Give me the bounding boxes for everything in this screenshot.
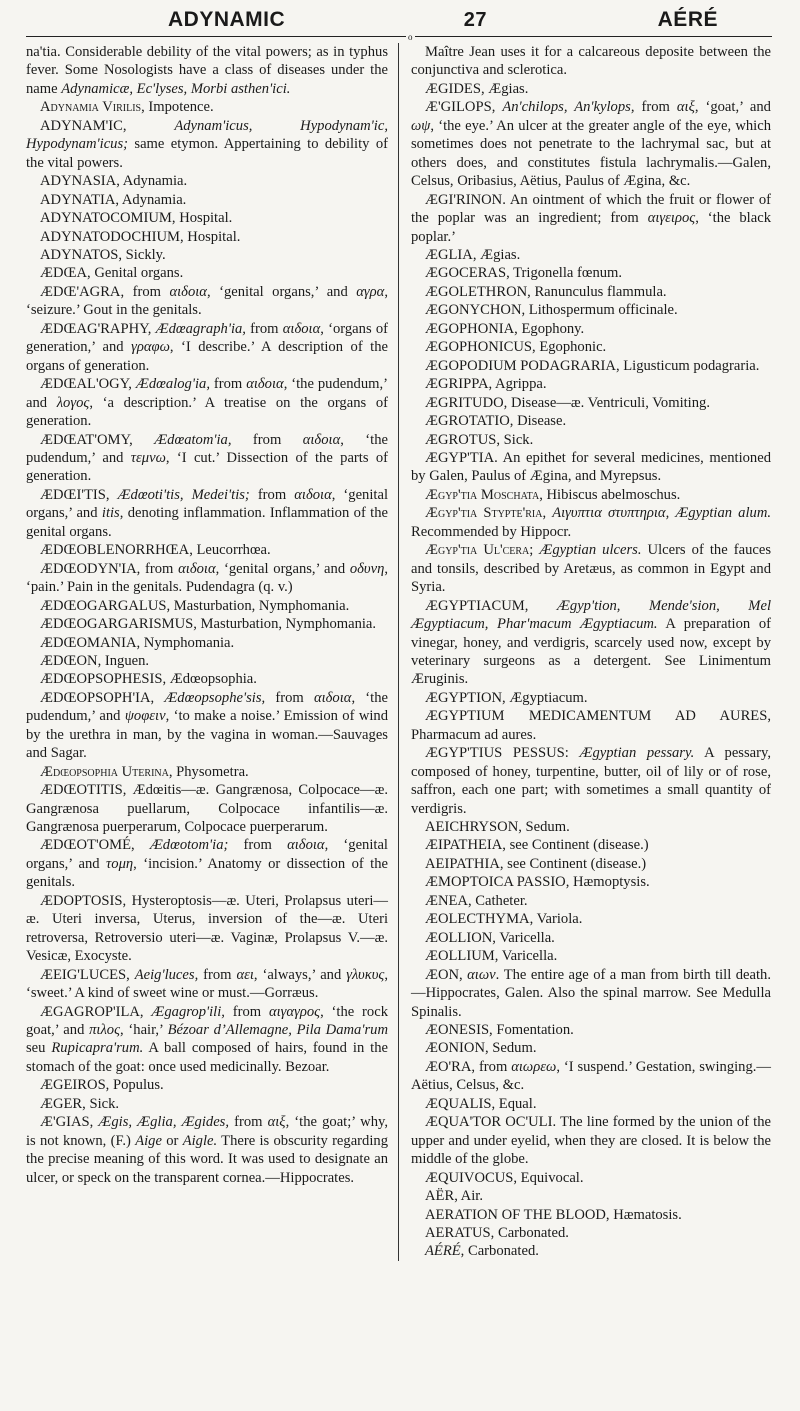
page-number: 27: [463, 9, 488, 31]
entry-text: αγρα: [356, 283, 385, 300]
dictionary-entry: [411, 744, 771, 818]
entry-text: from: [634, 99, 677, 116]
dictionary-entry: [411, 320, 771, 338]
dictionary-entry: [411, 283, 771, 301]
running-head-left: ADYNAMIC: [168, 8, 286, 31]
entry-text: , ‘I cut.’ Dissection of the parts of generation.: [26, 449, 389, 485]
dictionary-entry: [411, 855, 771, 873]
entry-text: γραφω: [131, 339, 170, 356]
dictionary-entry: [411, 394, 771, 412]
dictionary-entry: [26, 431, 388, 486]
entry-text: , Hibiscus abelmoschus.: [539, 486, 681, 503]
entry-text: αιων: [467, 966, 496, 983]
dictionary-entry: [411, 1113, 771, 1168]
right-column: [398, 43, 771, 1261]
entry-text: Æ'GILOPS,: [425, 99, 503, 116]
entry-text: Ædœopsophe'sis,: [164, 689, 266, 706]
entry-text: αιδοια: [287, 837, 325, 854]
dictionary-entry: [411, 947, 771, 965]
entry-text: ÆEIG'LUCES,: [40, 966, 135, 983]
dictionary-entry: [26, 117, 388, 172]
entry-text: , ‘I describe.’ A description of the organs of generation.: [26, 339, 388, 374]
dictionary-entry: [26, 209, 388, 227]
entry-text: ÆIPATHEIA, see Continent (disease.): [425, 837, 649, 854]
entry-text: ÆDŒOTITIS, Ædœitis—æ. Gangrænosa, Colpocace—æ. Gangrænosa puellarum, Colpocace infantilis—æ. Gangrænosa puerperarum, Colpocace puerperarum.: [26, 782, 388, 836]
dictionary-entry: [411, 1242, 771, 1260]
entry-text: Ulcers of the fauces and tonsils, described by Aretæus, as common in Egypt and Syria.: [411, 542, 772, 596]
rule-ornament: o: [408, 32, 413, 42]
entry-text: ÆGOPODIUM PODAGRARIA, Ligusticum podagraria.: [425, 357, 760, 374]
dictionary-entry: [411, 412, 771, 430]
dictionary-entry: [26, 228, 388, 246]
dictionary-entry: [411, 910, 771, 928]
entry-text: , ‘the pudendum,’ and: [26, 689, 388, 725]
dictionary-entry: [26, 172, 388, 190]
entry-text: ÆGOPHONIA, Egophony.: [425, 320, 585, 337]
entry-text: ÆGOLETHRON, Ranunculus flammula.: [425, 283, 667, 300]
entry-text: Maître Jean uses it for a calcareous deposite between the conjunctiva and sclerotica.: [411, 44, 771, 79]
entry-text: ADYNATIA, Adynamia.: [40, 191, 187, 208]
entry-text: from: [265, 689, 314, 706]
entry-text: , ‘to make a noise.’ Emission of wind by the urethra in man, by the vagina in woman.—Sauvages and Sagar.: [26, 708, 389, 762]
dictionary-entry: [411, 80, 771, 98]
entry-text: ÆDŒI'TIS,: [40, 486, 118, 503]
dictionary-entry: [26, 541, 388, 559]
entry-text: αιδοια: [178, 560, 216, 577]
entry-text: ÆONION, Sedum.: [425, 1040, 537, 1057]
entry-text: , ‘a description.’ A treatise on the organs of generation.: [26, 394, 388, 430]
dictionary-entry: [26, 264, 388, 282]
dictionary-entry: [411, 707, 771, 744]
entry-text: Ædœatom'ia,: [154, 431, 232, 448]
entry-text: itis: [101, 505, 120, 522]
dictionary-entry: [411, 1021, 771, 1039]
entry-text: αιγειρος: [647, 210, 696, 227]
dictionary-entry: [411, 43, 771, 80]
entry-text: ÆDŒON, Inguen.: [40, 652, 150, 669]
entry-text: Ædœotom'ia;: [149, 837, 229, 854]
dictionary-entry: [411, 1039, 771, 1057]
dictionary-entry: [26, 652, 388, 670]
entry-text: αει: [236, 966, 254, 983]
entry-text: αιγαγρος: [268, 1003, 321, 1020]
entry-text: Ægyp'tion, Mende'sion, Mel Ægyptiacum, Phar'macum Ægyptiacum.: [411, 597, 772, 633]
entry-text: Ædœagraph'ia,: [155, 320, 246, 337]
running-head-right: AÉRÉ: [657, 8, 718, 31]
entry-text: Ædœalog'ia,: [135, 376, 210, 393]
dictionary-entry: [411, 338, 771, 356]
entry-text: Ægagrop'ili,: [151, 1003, 225, 1020]
dictionary-entry: [26, 1113, 388, 1187]
dictionary-entry: [411, 1187, 771, 1205]
entry-text: A ball composed of hairs, found in the stomach of the goat: once used medicinally. Bezoar.: [26, 1040, 388, 1075]
dictionary-entry: [26, 670, 388, 688]
entry-text: αιδοια: [313, 689, 352, 706]
entry-text: πιλος: [89, 1022, 121, 1039]
entry-text: ADYNAM'IC,: [40, 117, 175, 134]
entry-text: Aeig'luces,: [134, 966, 199, 983]
dictionary-entry: [26, 597, 388, 615]
entry-text: αιδοια: [169, 283, 207, 300]
entry-text: Ægyptian pessary.: [579, 745, 695, 762]
entry-text: ADYNATOS, Sickly.: [40, 246, 166, 263]
entry-text: οδυνη: [349, 560, 385, 577]
entry-text: , ‘the pudendum,’ and: [26, 431, 388, 466]
entry-text: ÆDŒOPSOPHESIS, Ædœopsophia.: [40, 671, 257, 688]
entry-text: ÆGLIA, Ægias.: [425, 246, 521, 263]
entry-text: , ‘incision.’ Anatomy or dissection of the genitals.: [26, 855, 388, 891]
entry-text: Bézoar d’Allemagne, Pila Dama'rum: [167, 1022, 388, 1039]
entry-text: ÆQUA'TOR OC'ULI. The line formed by the union of the upper and under eyelid, when they are closed. It is below the middle of the globe.: [411, 1114, 771, 1168]
dictionary-entry: [411, 1058, 771, 1095]
dictionary-entry: [26, 43, 388, 98]
entry-text: ADYNATODOCHIUM, Hospital.: [40, 228, 241, 245]
entry-text: . The entire age of a man from birth till death.—Hippocrates, Galen. Also the spinal marrow. See Medulla Spinalis.: [411, 966, 771, 1020]
entry-text: ÆMOPTOICA PASSIO, Hæmoptysis.: [425, 874, 650, 891]
dictionary-entry: [26, 191, 388, 209]
entry-text: ÆGIDES, Ægias.: [425, 80, 529, 97]
dictionary-entry: [411, 486, 771, 504]
entry-text: ,: [542, 505, 553, 522]
entry-text: ÆDŒOMANIA, Nymphomania.: [40, 634, 235, 651]
entry-text: from: [224, 1003, 269, 1020]
entry-text: , ‘the goat;’ why, is not known, (F.): [26, 1114, 388, 1149]
entry-text: from: [229, 1114, 268, 1131]
entry-text: ÆNEA, Catheter.: [425, 892, 528, 909]
dictionary-entry: [411, 541, 771, 596]
dictionary-entry: [411, 689, 771, 707]
entry-text: ÆQUALIS, Equal.: [425, 1095, 537, 1112]
entry-text: Ægyp'tia Moschata: [425, 486, 540, 503]
entry-text: ÆDŒODYN'IA, from: [40, 560, 179, 577]
entry-text: Adynam'icus, Hypodynam'ic, Hypodynam'icus;: [26, 117, 388, 153]
entry-text: A pessary, composed of honey, turpentine, butter, oil of lily or of rose, saffron, each one part; with sometimes a small quantity of verdigris.: [411, 745, 771, 817]
entry-text: ÆGRITUDO, Disease—æ. Ventriculi, Vomiting.: [425, 394, 710, 411]
entry-text: Adynamicæ, Ec'lyses, Morbi asthen'ici.: [61, 80, 291, 97]
entry-text: ÆGRIPPA, Agrippa.: [425, 376, 547, 393]
entry-text: Ægyp'tia Ul'cera: [425, 542, 530, 559]
entry-text: from: [198, 966, 237, 983]
entry-text: from: [231, 431, 303, 448]
entry-text: ÆGI'RINON. An ointment of which the fruit or flower of the poplar was an ingredient; from: [411, 191, 771, 227]
dictionary-entry: [411, 1224, 771, 1242]
dictionary-entry: [26, 283, 388, 320]
dictionary-entry: [26, 375, 388, 430]
entry-text: , ‘the eye.’ An ulcer at the greater angle of the eye, which sometimes does not penetrate to the lachrymal sac, but at others does, and constitutes fistula lachrymalis.—Galen, Celsus, Oribasius, Aëtius, Paulus of Ægina, &c.: [411, 117, 771, 190]
entry-text: Æ'GIAS,: [40, 1114, 99, 1131]
entry-text: ÆGER, Sick.: [40, 1095, 120, 1112]
dictionary-entry: [411, 1206, 771, 1224]
dictionary-entry: [411, 1169, 771, 1187]
header-rule: [26, 32, 772, 42]
entry-text: ADYNASIA, Adynamia.: [40, 173, 188, 190]
entry-text: There is obscurity regarding the precise meaning of this word. It was used to designate an ulcer, or speck on the transparent cornea.—Hippocrates.: [26, 1132, 388, 1186]
entry-text: λογος: [56, 394, 90, 411]
dictionary-entry: [411, 431, 771, 449]
running-head: [26, 8, 772, 32]
entry-text: AËR, Air.: [425, 1188, 483, 1205]
dictionary-entry: [26, 486, 388, 541]
entry-text: seu: [26, 1040, 52, 1057]
dictionary-entry: [26, 615, 388, 633]
dictionary-entry: [411, 504, 771, 541]
dictionary-entry: [26, 689, 388, 763]
dictionary-entry: [26, 634, 388, 652]
entry-text: ÆOLLIUM, Varicella.: [425, 948, 558, 965]
entry-text: from: [209, 376, 247, 393]
entry-text: Considerable debility of the vital powers; as in typhus fever. Some Nosologists have a class of diseases under the name: [26, 44, 388, 97]
dictionary-entry: [411, 818, 771, 836]
entry-text: ÆGONYCHON, Lithospermum officinale.: [425, 302, 678, 319]
entry-text: ÆO'RA, from: [425, 1058, 512, 1075]
entry-text: ÆOLECTHYMA, Variola.: [425, 911, 583, 928]
entry-text: Ædœopsophia Uterina: [40, 763, 169, 780]
entry-text: ÆGAGROP'ILA,: [40, 1003, 152, 1020]
entry-text: ÆDŒA, Genital organs.: [40, 265, 184, 282]
entry-text: ÆDŒ'AGRA, from: [40, 283, 170, 300]
entry-text: αιδοια: [246, 376, 284, 393]
entry-text: ÆDŒAG'RAPHY,: [40, 320, 156, 337]
entry-text: , ‘seizure.’ Gout in the genitals.: [26, 283, 388, 319]
entry-text: Ægis, Æglia, Ægides,: [98, 1114, 230, 1131]
entry-text: ÆGROTATIO, Disease.: [425, 413, 567, 430]
dictionary-entry: [26, 836, 388, 891]
entry-text: αιδοια: [282, 320, 321, 337]
dictionary-entry: [26, 1003, 388, 1077]
dictionary-entry: [411, 375, 771, 393]
dictionary-entry: [26, 781, 388, 836]
entry-text: Ægyptian ulcers.: [539, 542, 642, 559]
entry-text: same etymon. Appertaining to debility of the vital powers.: [26, 136, 388, 171]
entry-text: τεμνω: [130, 449, 166, 466]
entry-text: Ædœoti'tis, Medei'tis;: [117, 486, 250, 503]
dictionary-entry: [26, 1095, 388, 1113]
dictionary-entry: [26, 98, 388, 116]
entry-text: αιωρεω: [511, 1058, 557, 1075]
entry-text: , Physometra.: [168, 763, 249, 780]
entry-text: ÆGROTUS, Sick.: [425, 431, 534, 448]
entry-text: ÆONESIS, Fomentation.: [425, 1022, 574, 1039]
left-column: [26, 43, 398, 1261]
entry-text: A preparation of vinegar, honey, and verdigris, scarcely used now, except by veterinary surgeons as a detergent. See Linimentum Æruginis.: [411, 616, 771, 688]
entry-text: Recommended by Hippocr.: [411, 523, 572, 540]
entry-text: , ‘the black poplar.’: [411, 210, 771, 245]
entry-text: τομη: [106, 855, 134, 872]
entry-text: or: [161, 1132, 183, 1149]
entry-text: , Impotence.: [141, 99, 214, 116]
entry-text: Adynamia Virilis: [40, 99, 142, 116]
entry-text: AEICHRYSON, Sedum.: [425, 819, 570, 836]
dictionary-entry: [411, 873, 771, 891]
entry-text: Αιγυπτια στυπτηρια, Ægyptian alum.: [552, 505, 772, 522]
entry-text: , ‘the rock goat,’ and: [26, 1003, 388, 1039]
entry-text: Ægyp'tia Stypte'ria: [425, 505, 543, 522]
entry-text: Aige: [135, 1132, 162, 1149]
entry-text: ÆON,: [425, 966, 468, 983]
entry-text: ÆDŒOPSOPH'IA,: [40, 689, 165, 706]
entry-text: , ‘sweet.’ A kind of sweet wine or must.—Gorræus.: [26, 966, 389, 1002]
entry-text: from: [245, 320, 283, 337]
entry-text: , ‘pain.’ Pain in the genitals. Pudendagra (q. v.): [26, 560, 388, 596]
entry-text: AEIPATHIA, see Continent (disease.): [425, 855, 647, 872]
dictionary-entry: [411, 191, 771, 246]
dictionary-entry: [411, 264, 771, 282]
dictionary-entry: [411, 836, 771, 854]
entry-text: , Carbonated.: [460, 1243, 539, 1260]
entry-text: ÆOLLION, Varicella.: [425, 929, 555, 946]
dictionary-entry: [26, 246, 388, 264]
entry-text: αιξ: [676, 99, 695, 116]
entry-text: ÆDŒOGARGALUS, Masturbation, Nymphomania.: [40, 597, 350, 614]
dictionary-entry: [411, 966, 771, 1021]
entry-text: ÆGYPTIUM MEDICAMENTUM AD AURES, Pharmacum ad aures.: [411, 708, 771, 743]
dictionary-entry: [411, 929, 771, 947]
dictionary-entry: [411, 597, 771, 689]
entry-text: ;: [529, 542, 540, 559]
entry-text: ÆGYPTION, Ægyptiacum.: [425, 689, 588, 706]
dictionary-entry: [26, 560, 388, 597]
dictionary-entry: [26, 892, 388, 966]
entry-text: , ‘the pudendum,’ and: [26, 376, 388, 411]
entry-text: ÆDŒOBLENORRHŒA, Leucorrhœa.: [40, 542, 271, 559]
text-columns: [26, 43, 772, 1261]
entry-text: AÉRÉ: [425, 1243, 461, 1260]
entry-text: , ‘genital organs,’ and: [26, 486, 389, 522]
entry-text: from: [228, 837, 288, 854]
entry-text: , ‘genital organs,’ and: [26, 837, 388, 872]
entry-text: , ‘I suspend.’ Gestation, swinging.—Aëtius, Celsus, &c.: [411, 1058, 772, 1094]
entry-text: , ‘goat,’ and: [694, 99, 771, 116]
entry-text: ÆDŒAL'OGY,: [40, 376, 136, 393]
dictionary-entry: [411, 892, 771, 910]
entry-text: αιδοια: [294, 486, 332, 503]
dictionary-entry: [26, 1076, 388, 1094]
entry-text: Aigle.: [182, 1132, 218, 1149]
entry-text: na'tia.: [26, 44, 61, 60]
entry-text: ÆDŒOT'OMÉ,: [40, 837, 150, 854]
dictionary-entry: [411, 301, 771, 319]
entry-text: Rupicapra'rum.: [51, 1040, 144, 1057]
entry-text: from: [249, 486, 295, 503]
dictionary-entry: [411, 98, 771, 190]
entry-text: ÆGEIROS, Populus.: [40, 1077, 164, 1094]
entry-text: , ‘genital organs,’ and: [215, 560, 350, 577]
dictionary-entry: [411, 1095, 771, 1113]
entry-text: ÆGYP'TIUS PESSUS:: [425, 745, 580, 762]
entry-text: ÆQUIVOCUS, Equivocal.: [425, 1169, 584, 1186]
entry-text: αιξ: [267, 1114, 286, 1131]
entry-text: ψοφειν: [124, 708, 166, 725]
entry-text: , ‘genital organs,’ and: [206, 283, 357, 300]
entry-text: AERATION OF THE BLOOD, Hæmatosis.: [425, 1206, 682, 1223]
entry-text: , ‘organs of generation,’ and: [26, 320, 388, 356]
entry-text: , ‘hair,’: [120, 1022, 168, 1039]
dictionary-entry: [26, 763, 388, 781]
entry-text: ÆDŒAT'OMY,: [40, 431, 155, 448]
entry-text: AERATUS, Carbonated.: [425, 1225, 569, 1241]
entry-text: ADYNATOCOMIUM, Hospital.: [40, 210, 233, 227]
dictionary-entry: [26, 320, 388, 375]
entry-text: ωψ: [411, 117, 431, 134]
entry-text: ÆGOPHONICUS, Egophonic.: [425, 339, 607, 356]
entry-text: ÆGYPTIACUM,: [425, 597, 557, 614]
entry-text: , denoting inflammation. Inflammation of the genital organs.: [26, 505, 389, 540]
entry-text: αιδοια: [302, 431, 341, 448]
entry-text: An'chilops, An'kylops,: [502, 99, 635, 116]
entry-text: γλυκυς: [346, 966, 385, 983]
dictionary-entry: [411, 357, 771, 375]
entry-text: ÆDŒOGARGARISMUS, Masturbation, Nymphomania.: [40, 616, 377, 633]
entry-text: , ‘always,’ and: [253, 966, 347, 983]
entry-text: ÆGOCERAS, Trigonella fœnum.: [425, 265, 623, 282]
dictionary-entry: [411, 246, 771, 264]
dictionary-entry: [26, 966, 388, 1003]
dictionary-entry: [411, 449, 771, 486]
entry-text: ÆGYP'TIA. An epithet for several medicines, mentioned by Galen, Paulus of Ægina, and Myrepsus.: [411, 449, 771, 485]
entry-text: ÆDOPTOSIS, Hysteroptosis—æ. Uteri, Prolapsus uteri—æ. Uteri inversa, Uterus, inversion of the—æ. Uteri retroversa, Retroversio uteri—æ. Vaginæ, Prolapsus V.—æ. Vesicæ, Exocyste.: [26, 892, 388, 965]
